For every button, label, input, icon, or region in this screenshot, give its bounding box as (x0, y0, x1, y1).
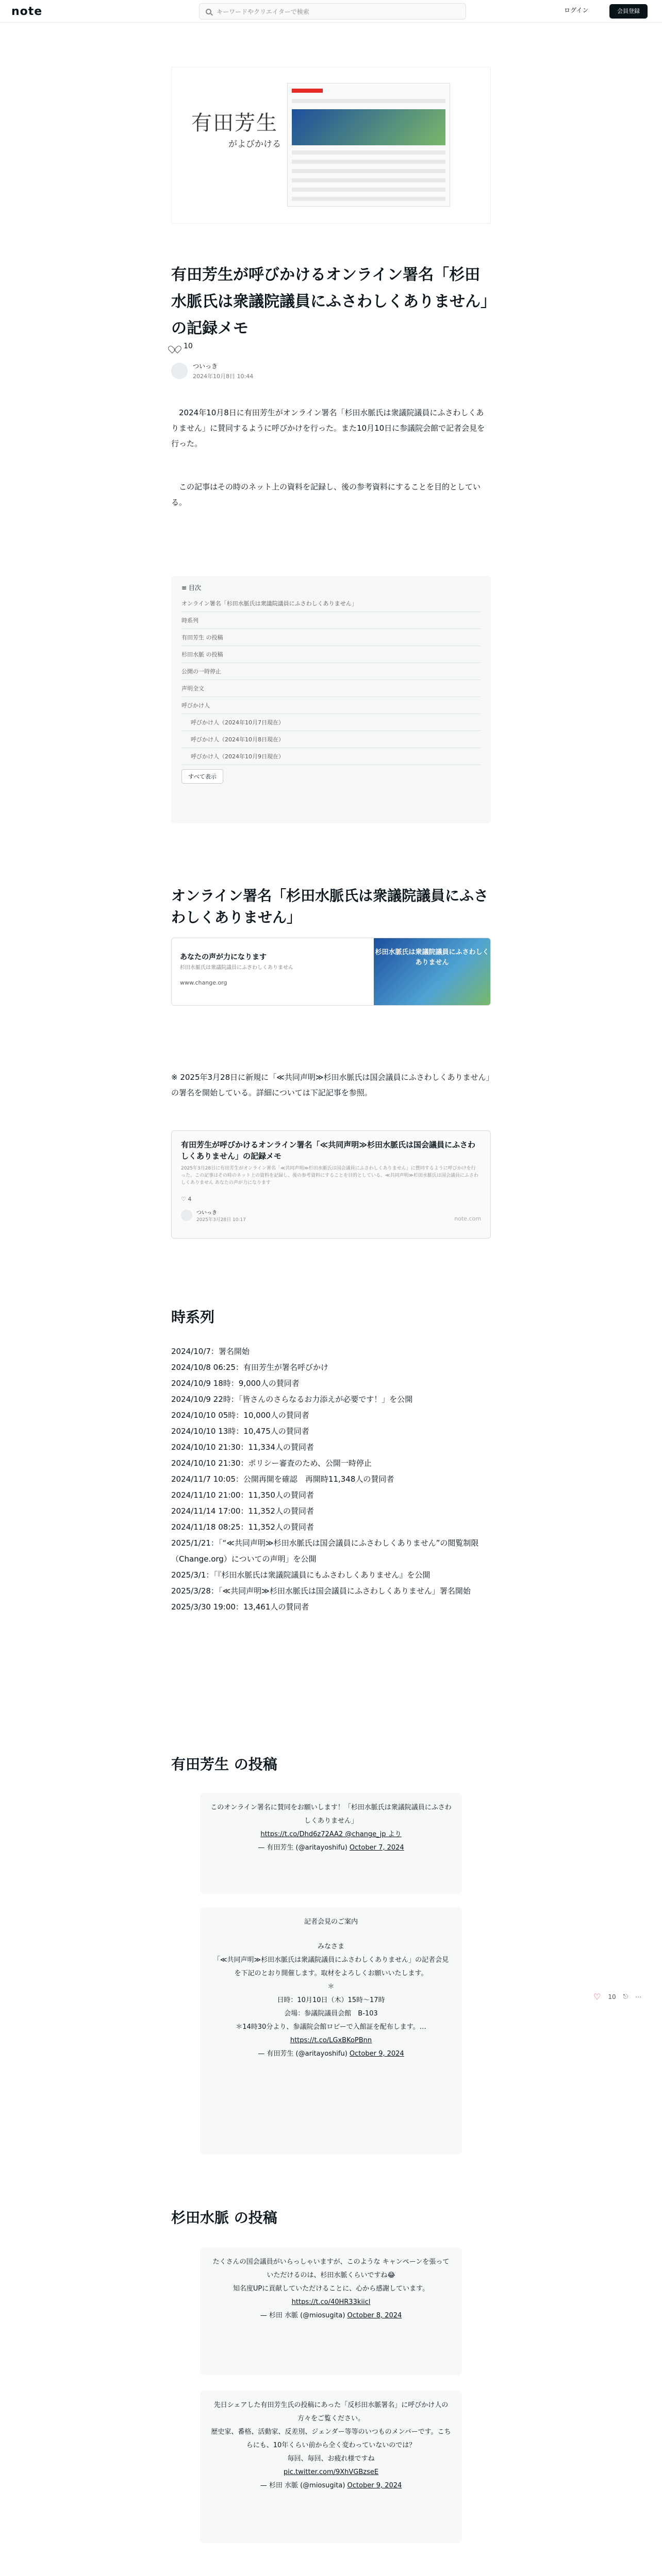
toc-item[interactable]: 杉田水脈 の投稿 (181, 646, 481, 663)
embedded-tweet[interactable]: 先日シェアした有田芳生氏の投稿にあった「反杉田水脈署名」に呼びかけ人の方々をご覧ください。 歴史家、番格、活動家、反差別、ジェンダー等等のいつものメンバーです。こちらにも、10年くらい前から全く変わっていないのでは？ 毎回、毎回、お疲れ様ですね pic.twitter.com/9XhVGBzseE — 杉田 水脈 (@miosugita) October 9, 2024 (200, 2391, 462, 2543)
publish-date: 2024年10月8日 10:44 (193, 373, 254, 380)
avatar[interactable] (171, 363, 188, 379)
intro-paragraph-1: 2024年10月8日に有田芳生がオンライン署名「杉田水脈氏は衆議院議員にふさわしくありません」に賛同するように呼びかけを行った。また10月10日に参議院会館で記者会見を行った。 (171, 408, 485, 448)
tweet-link[interactable]: https://t.co/Dhd6z72AA2 @change_jp より (260, 1831, 402, 1838)
tweet-link[interactable]: https://t.co/LGxBKoPBnn (290, 2037, 372, 2044)
link-card-thumbnail: 杉田水脈氏は衆議院議員にふさわしくありません (374, 938, 490, 1005)
tweet-link[interactable]: https://t.co/40HR33kiicl (291, 2298, 371, 2306)
intro-paragraph-2: この記事はその時のネット上の資料を記録し、後の参考資料にすることを目的としている。 (171, 482, 481, 507)
note-card-author: ついっき 2025年3月28日 10:17 (181, 1208, 246, 1223)
global-header (0, 0, 662, 23)
timeline-entry: 2024/10/8 06:25：有田芳生が署名呼びかけ (171, 1363, 328, 1372)
link-card-title: あなたの声が力になります (180, 953, 267, 961)
timeline-entry: 2025/3/30 19:00：13,461人の賛同者 (171, 1602, 309, 1612)
heart-icon[interactable]: ♡ (593, 1992, 601, 2002)
timeline-entry: 2024/11/14 17:00：11,352人の賛同者 (171, 1506, 314, 1516)
like-count: 10 (184, 342, 193, 350)
article-title: 有田芳生が呼びかけるオンライン署名「杉田水脈氏は衆議院議員にふさわしくありません」の記録メモ (171, 266, 488, 337)
timeline-entry: 2024/10/9 22時：「皆さんのさらなるお力添えが必要です！」を公開 (171, 1395, 413, 1404)
login-link[interactable]: ログイン (564, 7, 589, 14)
section-heading-petition: オンライン署名「杉田水脈氏は衆議院議員にふさわしくありません」 (171, 887, 489, 926)
timeline-list (171, 1344, 491, 1615)
timeline-entry: 2024/11/18 08:25：11,352人の賛同者 (171, 1522, 314, 1532)
timeline-entry: 2024/10/10 05時：10,000人の賛同者 (171, 1411, 309, 1420)
note-card-title: 有田芳生が呼びかけるオンライン署名「≪共同声明≫杉田水脈氏は国会議員にふさわしくありません」の記録メモ (181, 1140, 475, 1161)
timeline-entry: 2024/10/10 21:30：11,334人の賛同者 (171, 1443, 314, 1452)
timeline-entry: 2024/10/10 21:30：ポリシー審査のため、公開一時停止 (171, 1459, 372, 1468)
like-count: 10 (608, 1993, 616, 2001)
toc-item[interactable]: 公開の一時停止 (181, 663, 481, 680)
timeline-entry: 2025/3/1：「『杉田水脈氏は衆議院議員にもふさわしくありません』を公開 (171, 1570, 431, 1580)
link-card-change-org[interactable] (171, 938, 491, 1006)
timeline-entry: 2024/11/10 21:00：11,350人の賛同者 (171, 1490, 314, 1500)
tweet-date-link[interactable]: October 7, 2024 (349, 1844, 404, 1852)
note-card-url: note.com (454, 1215, 481, 1222)
petition-screenshot (287, 83, 450, 207)
toc-show-all-button[interactable]: すべて表示 (181, 769, 223, 784)
table-of-contents (171, 576, 491, 823)
tweet-date-link[interactable]: October 9, 2024 (349, 2050, 404, 2058)
toc-item[interactable]: 声明全文 (181, 680, 481, 697)
search-icon (206, 9, 211, 14)
embedded-note-card[interactable] (171, 1130, 491, 1239)
avatar (181, 1210, 192, 1221)
section-heading-arita: 有田芳生 の投稿 (171, 1756, 277, 1773)
heart-icon[interactable] (171, 343, 178, 350)
note-logo[interactable]: note (11, 5, 43, 18)
toc-subitem[interactable]: 呼びかけ人（2024年10月7日現在） (181, 714, 481, 731)
timeline-entry: 2025/3/28：「≪共同声明≫杉田水脈氏は国会議員にふさわしくありません」署名開始 (171, 1586, 471, 1596)
toc-item[interactable]: 時系列 (181, 612, 481, 629)
note-paragraph: ※ 2025年3月28日に新規に「≪共同声明≫杉田水脈氏は国会議員にふさわしくありません」の署名を開始している。詳細については下記記事を参照。 (171, 1073, 490, 1097)
note-card-likes: ♡ 4 (181, 1196, 192, 1202)
like-area[interactable] (171, 342, 193, 350)
search-input[interactable] (199, 3, 466, 20)
toc-heading: ≡ 目次 (181, 584, 201, 591)
toc-subitem[interactable]: 呼びかけ人（2024年10月9日現在） (181, 748, 481, 765)
timeline-entry: 2024/10/10 13時：10,475人の賛同者 (171, 1427, 309, 1436)
eyecatch-subtitle: がよびかける (228, 139, 281, 149)
share-icon[interactable]: ⎋ (623, 1993, 628, 2000)
section-heading-sugita: 杉田水脈 の投稿 (171, 2209, 277, 2226)
embedded-tweet[interactable]: 記者会見のご案内 みなさま 「≪共同声明≫杉田水脈氏は衆議院議員にふさわしくありません」の記者会見を下記のとおり開催します。取材をよろしくお願いいたします。 ＊ 日時：10月10日（木）15時〜17時 会場：参議院議員会館 B-103 ＊14時30分より、参議院会館ロビーで入館証を配布します。… https://t.co/LGxBKoPBnn — 有田芳生 (@aritayoshifu) October 9, 2024 (200, 1907, 462, 2155)
note-card-description: 2025年3月28日に有田芳生がオンライン署名「≪共同声明≫杉田水脈氏は国会議員にふさわしくありません」に賛同するように呼びかけを行った。この記事はその時のネット上の資料を記録し、後の参考資料にすることを目的としている。≪共同声明≫杉田水脈氏は国会議員にふさわしくありません あなたの声が力になります (181, 1166, 478, 1185)
floating-action-bar (593, 1992, 641, 2002)
eyecatch-title: 有田芳生 (191, 111, 278, 135)
timeline-entry: 2024/11/7 10:05：公開再開を確認 再開時11,348人の賛同者 (171, 1475, 394, 1484)
section-heading-timeline: 時系列 (171, 1309, 215, 1326)
search-placeholder: キーワードやクリエイターで検索 (217, 8, 309, 15)
embedded-tweet[interactable]: このオンライン署名に賛同をお願いします！「杉田水脈氏は衆議院議員にふさわしくありません」 https://t.co/Dhd6z72AA2 @change_jp より — 有田芳生 (@aritayoshifu) October 7, 2024 (200, 1793, 462, 1894)
link-card-url: www.change.org (180, 979, 227, 986)
more-icon[interactable]: ⋯ (635, 1993, 642, 2001)
timeline-entry: 2024/10/9 18時：9,000人の賛同者 (171, 1379, 300, 1388)
toc-item[interactable]: 有田芳生 の投稿 (181, 629, 481, 646)
timeline-entry: 2025/1/21：「“≪共同声明≫杉田水脈氏は国会議員にふさわしくありません”の閲覧制限（Change.org）についての声明」を公開 (171, 1538, 479, 1564)
eyecatch-image (171, 67, 491, 224)
toc-subitem[interactable]: 呼びかけ人（2024年10月8日現在） (181, 731, 481, 748)
author-info[interactable] (171, 362, 253, 380)
link-card-description: 杉田水脈氏は衆議院議員にふさわしくありません (180, 965, 293, 971)
toc-item[interactable]: オンライン署名「杉田水脈氏は衆議院議員にふさわしくありません」 (181, 595, 481, 612)
embedded-tweet[interactable]: たくさんの国会議員がいらっしゃいますが、このような キャンペーンを張っていただけるのは、杉田水脈くらいですね😂 知名度UPに貢献していただけることに、心から感謝しています。 https://t.co/40HR33kiicl — 杉田 水脈 (@miosugita) October 8, 2024 (200, 2247, 462, 2375)
author-name[interactable]: ついっき (193, 363, 218, 370)
tweet-date-link[interactable]: October 8, 2024 (347, 2312, 402, 2319)
tweet-link[interactable]: pic.twitter.com/9XhVGBzseE (283, 2468, 379, 2476)
timeline-entry: 2024/10/7：署名開始 (171, 1347, 250, 1356)
toc-item[interactable]: 呼びかけ人 (181, 697, 481, 714)
signup-button[interactable]: 会員登録 (609, 4, 648, 19)
tweet-date-link[interactable]: October 9, 2024 (347, 2482, 402, 2489)
